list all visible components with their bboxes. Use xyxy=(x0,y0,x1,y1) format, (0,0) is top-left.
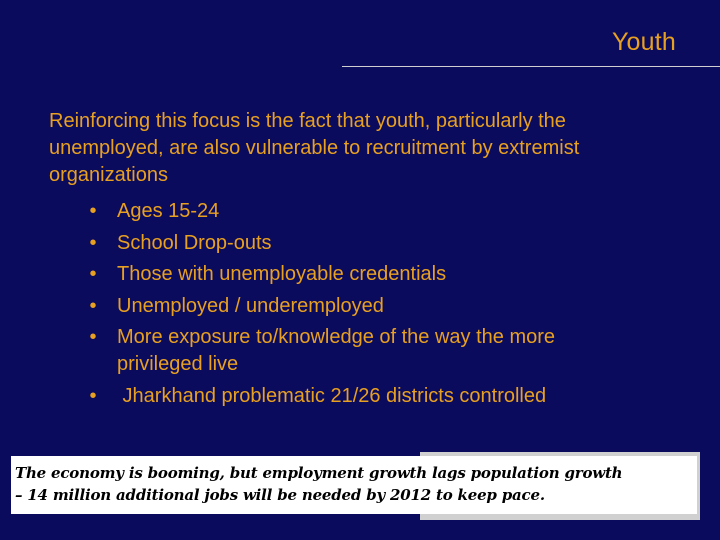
callout-box xyxy=(11,456,697,514)
bullet-text: Ages 15-24 xyxy=(117,200,220,222)
bullet-icon: • xyxy=(89,231,97,254)
bullet-item xyxy=(0,261,637,288)
callout-line-1: The economy is booming, but employment growth lags population growth xyxy=(15,464,623,482)
bullet-icon: • xyxy=(89,200,97,222)
intro-paragraph: Reinforcing this focus is the fact that youth, particularly the unemployed, are also vulnerable to recruitment by extremist organizations xyxy=(49,110,580,186)
bullet-icon: • xyxy=(89,263,97,285)
bullet-item xyxy=(0,383,637,410)
callout-line-2: – 14 million additional jobs will be needed by 2012 to keep pace. xyxy=(15,486,545,504)
bullet-item xyxy=(0,230,637,257)
bullet-list xyxy=(0,198,637,414)
title-divider xyxy=(342,66,720,67)
bullet-icon: • xyxy=(89,294,97,317)
bullet-text: Unemployed / underemployed xyxy=(117,294,384,317)
bullet-icon: • xyxy=(89,326,97,348)
slide-title: Youth xyxy=(611,28,676,56)
bullet-item xyxy=(0,293,637,320)
bullet-text: Jharkhand problematic 21/26 districts controlled xyxy=(117,384,547,407)
bullet-text: More exposure to/knowledge of the way the more privileged live xyxy=(117,326,556,375)
bullet-text: Those with unemployable credentials xyxy=(117,263,447,285)
bullet-icon: • xyxy=(89,384,97,407)
bullet-text: School Drop-outs xyxy=(117,231,272,254)
bullet-item xyxy=(0,324,637,378)
bullet-item xyxy=(0,198,637,225)
